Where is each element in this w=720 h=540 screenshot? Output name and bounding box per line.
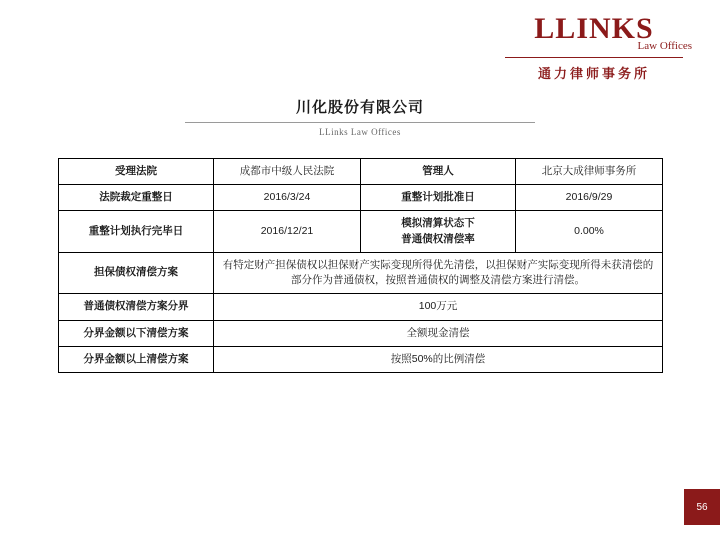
logo-divider bbox=[505, 57, 683, 58]
table-cell-paragraph: 有特定财产担保债权以担保财产实际变现所得优先清偿，以担保财产实际变现所得未获清偿的部分作为普通债权，按照普通债权的调整及清偿方案进行清偿。 bbox=[214, 252, 663, 293]
table-cell-value: 北京大成律师事务所 bbox=[516, 159, 663, 185]
table-cell-value: 0.00% bbox=[516, 211, 663, 252]
table-cell-value: 100万元 bbox=[214, 294, 663, 320]
logo-chinese-name: 通力律师事务所 bbox=[537, 66, 650, 81]
table-cell-value: 2016/9/29 bbox=[516, 185, 663, 211]
table-cell-value: 成都市中级人民法院 bbox=[214, 159, 361, 185]
table-cell-label: 模拟清算状态下 普通债权清偿率 bbox=[361, 211, 516, 252]
table-row bbox=[59, 346, 663, 372]
logo-subtext: Law Offices bbox=[637, 40, 692, 52]
table-cell-label: 管理人 bbox=[361, 159, 516, 185]
table-cell-label: 普通债权清偿方案分界 bbox=[59, 294, 214, 320]
table-cell-label: 法院裁定重整日 bbox=[59, 185, 214, 211]
table-cell-value: 2016/12/21 bbox=[214, 211, 361, 252]
logo-wordmark: LLINKS bbox=[534, 12, 654, 45]
table-row bbox=[59, 211, 663, 252]
table-cell-label: 重整计划批准日 bbox=[361, 185, 516, 211]
table-row bbox=[59, 252, 663, 293]
table-cell-label: 分界金额以上清偿方案 bbox=[59, 346, 214, 372]
table-cell-label: 分界金额以下清偿方案 bbox=[59, 320, 214, 346]
page-number-badge: 56 bbox=[684, 489, 720, 525]
table-cell-value: 2016/3/24 bbox=[214, 185, 361, 211]
page-subtitle: LLinks Law Offices bbox=[319, 127, 401, 137]
table-cell-label: 受理法院 bbox=[59, 159, 214, 185]
document-header bbox=[0, 96, 720, 137]
table-row bbox=[59, 159, 663, 185]
table-cell-value: 全额现金清偿 bbox=[214, 320, 663, 346]
table-row bbox=[59, 294, 663, 320]
title-divider bbox=[185, 122, 535, 123]
table-cell-value: 按照50%的比例清偿 bbox=[214, 346, 663, 372]
table-body bbox=[59, 159, 663, 373]
table-row bbox=[59, 185, 663, 211]
table-cell-label: 重整计划执行完毕日 bbox=[59, 211, 214, 252]
page-title: 川化股份有限公司 bbox=[295, 99, 424, 116]
table-row bbox=[59, 320, 663, 346]
company-logo bbox=[494, 14, 694, 82]
restructuring-info-table bbox=[58, 158, 662, 373]
table-cell-label: 担保债权清偿方案 bbox=[59, 252, 214, 293]
